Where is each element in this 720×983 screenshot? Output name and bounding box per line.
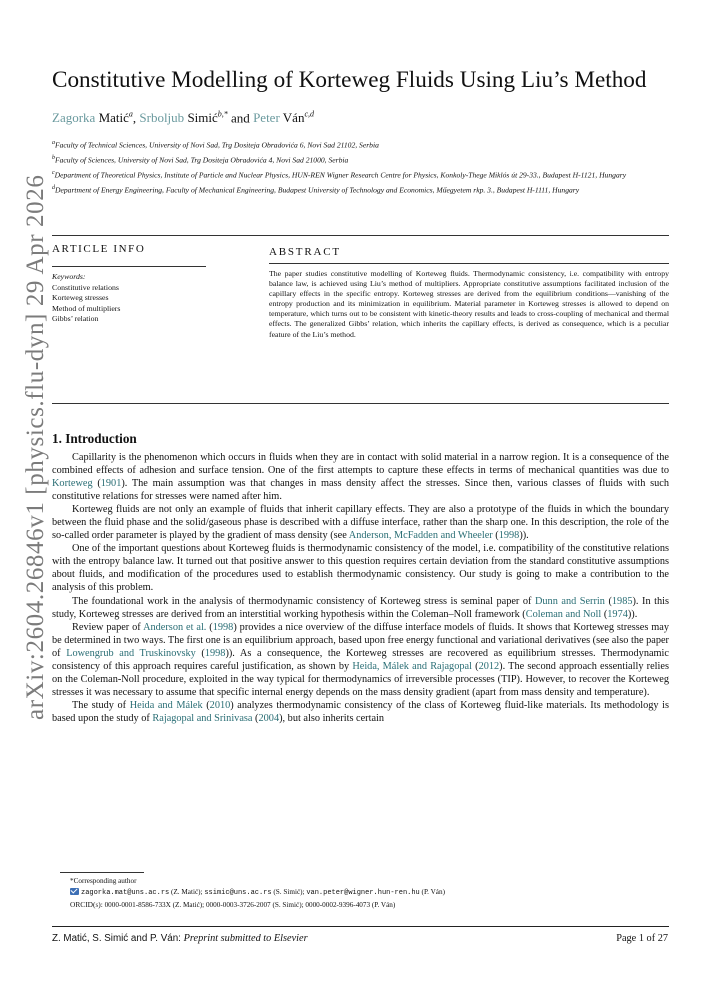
author-list: Zagorka Matić$^a$, Srboljub Simić$^{b,*}$ and Peter Ván$^{c,d}$: [52, 110, 315, 126]
paragraph-text: (: [92, 478, 101, 490]
footnote: [70, 876, 680, 912]
journal-name: Preprint submitted to Elsevier: [183, 933, 308, 944]
abstract-heading: ABSTRACT: [269, 246, 341, 258]
footer-divider: [52, 926, 669, 927]
paragraph: [52, 542, 669, 594]
orcid-ids: 0000-0001-8586-733X (Z. Matić); 0000-0003-3726-2007 (S. Simić); 0000-0002-9396-4073 (P. Ván): [102, 901, 396, 910]
article-info-underline: [52, 266, 206, 267]
page-number: Page 1 of 27: [616, 933, 668, 944]
keyword-item: Method of multipliers: [52, 303, 121, 313]
paragraph-text: (: [195, 647, 205, 659]
citation-link[interactable]: Lowengrub and Truskinovsky: [66, 647, 196, 659]
paragraph-text: )).: [519, 530, 529, 542]
header-divider: [52, 235, 669, 236]
paragraph-text: ). The main assumption was that changes in mass density affect the stresses. Since then, various classes of fluids with such constitutive relations for stresses were named after him.: [52, 478, 669, 503]
email-line: zagorka.mat@uns.ac.rs (Z. Matić); ssimic@uns.ac.rs (S. Simić); van.peter@wigner.hun-ren.hu (P. Ván): [70, 887, 680, 899]
paragraph-text: )). As a consequence, the Korteweg stresses are recovered as equilibrium stresses. Thermodynamic consistency of this approach requires careful justification, as shown by: [52, 647, 669, 672]
citation-link[interactable]: Dunn and Serrin: [534, 595, 605, 607]
affiliation-c: $^c$Department of Theoretical Physics, Institute of Particle and Nuclear Physics, HUN-REN Wigner Research Centre for Physics, Konkoly-Thege Miklós út 29-33., Budapest H-1121, Hungary: [52, 170, 627, 180]
author-3[interactable]: Peter Ván$^{c,d}$: [253, 110, 315, 126]
paragraph: [52, 621, 669, 699]
section-heading-introduction: 1. Introduction: [52, 431, 137, 446]
email-link[interactable]: ssimic@uns.ac.rs: [204, 889, 272, 898]
citation-link[interactable]: Korteweg: [52, 478, 93, 490]
orcid-label: ORCID(s):: [70, 900, 103, 910]
author-1[interactable]: Zagorka Matić$^a$: [52, 110, 133, 126]
paragraph-text: One of the important questions about Korteweg fluids is thermodynamic consistency of the model, i.e. compatibility of the constitutive relations with the entropy balance law. It turned out that positive answer to this question requires certain deviation from the standard constitutive assumptions about fluids, and modification of the procedures used to establish thermodynamic consistency. Our study is going to make a contribution to the analysis of this problem.: [52, 543, 669, 594]
article-info-heading: ARTICLE INFO: [52, 243, 146, 255]
paragraph-text: (: [604, 595, 612, 607]
affiliation-a: $^a$Faculty of Technical Sciences, University of Novi Sad, Trg Dositeja Obradovića 6, Novi Sad 21102, Serbia: [52, 140, 379, 150]
author-2[interactable]: Srboljub Simić$^{b,*}$: [139, 110, 228, 126]
mail-icon: [70, 888, 79, 895]
footnote-divider: [60, 872, 144, 873]
citation-link[interactable]: 2004: [258, 712, 280, 724]
citation-link[interactable]: Coleman and Noll: [525, 608, 602, 620]
email-link[interactable]: zagorka.mat@uns.ac.rs: [81, 889, 170, 898]
abstract-text: The paper studies constitutive modelling of Korteweg fluids. Thermodynamic consistency, i.e. compatibility with entropy balance law, is achieved using Liu’s method of multipliers. Appropriate constitutive assumptions facilitated inclusion of the capillary effects in the specific entropy. Korteweg stresses are derived from the equilibrium conditions—vanishing of the entropy production and its minimization in equilibrium. Material parameter in Korteweg stresses is allowed to depend on temperature, which turns out to be consistent with kinetic-theory results and leads to cross-coupling of mechanical and thermal effects. The generalized Gibbs’ relation, which inherits the capillary effects, is derived as consequence, which is a peculiar feature of the Liu’s method.: [269, 269, 669, 339]
abstract-divider: [52, 403, 669, 404]
paragraph-text: (: [471, 660, 479, 672]
keywords-label: Keywords:: [52, 272, 86, 281]
keyword-item: Korteweg stresses: [52, 293, 109, 302]
citation-link[interactable]: 1974: [607, 608, 628, 620]
citation-link[interactable]: 1998: [498, 530, 520, 542]
paper-title: Constitutive Modelling of Korteweg Fluids Using Liu’s Method: [52, 67, 647, 93]
footer-citation: Z. Matić, S. Simić and P. Ván: Preprint submitted to Elsevier: [52, 933, 308, 944]
citation-link[interactable]: Rajagopal and Srinivasa: [152, 712, 253, 724]
paragraph-text: Review paper of: [72, 621, 144, 633]
keywords-block: [52, 272, 252, 325]
abstract-underline: [269, 263, 669, 264]
affiliation-d: $^d$Department of Energy Engineering, Faculty of Mechanical Engineering, Budapest University of Technology and Economics, Műegyetem rkp. 3., Budapest H-1111, Hungary: [52, 185, 580, 195]
paragraph-text: The foundational work in the analysis of thermodynamic consistency of Korteweg stress is seminal paper of: [72, 595, 535, 607]
citation-link[interactable]: 1901: [100, 478, 122, 490]
orcid-line: [70, 899, 680, 911]
paragraph-text: (: [492, 530, 499, 542]
citation-link[interactable]: 2010: [209, 699, 231, 711]
keyword-item: Constitutive relations: [52, 282, 119, 292]
affiliation-b: $^b$Faculty of Sciences, University of Novi Sad, Trg Dositeja Obradovića 4, Novi Sad 21000, Serbia: [52, 155, 349, 165]
introduction-body: [52, 451, 669, 725]
paragraph-text: (: [252, 712, 259, 724]
arxiv-identifier: arXiv:2604.26846v1 [physics.flu-dyn] 29 Apr 2026: [22, 174, 49, 720]
paragraph-text: ) provides a nice overview of the diffuse interface models of fluids. It shows that Korteweg stresses may be determined in two ways. The first one is an equilibrium approach, based upon free energy functional and variational derivatives (see also the paper of: [52, 621, 669, 659]
citation-link[interactable]: 2012: [478, 660, 500, 672]
paragraph: [52, 595, 669, 621]
citation-link[interactable]: Anderson et al.: [143, 621, 207, 633]
corresponding-author-note: *Corresponding author: [70, 877, 137, 885]
paragraph: [52, 451, 669, 503]
citation-link[interactable]: 1985: [611, 595, 633, 607]
paragraph-text: ) analyzes thermodynamic consistency of the class of Korteweg fluid-like materials. Its methodology is based upon the study of: [52, 699, 669, 724]
email-link[interactable]: van.peter@wigner.hun-ren.hu: [306, 889, 420, 898]
paragraph-text: ). The second approach essentially relies on the Coleman-Noll procedure, exploited in the way typical for thermodynamics of irreversible processes (TIP). However, to recover the Korteweg stresses it was necessary to assume that specific internal energy depends on the mass density gradient (apart from mass density and temperature).: [52, 660, 669, 698]
citation-link[interactable]: Anderson, McFadden and Wheeler: [348, 530, 493, 542]
citation-link[interactable]: 1998: [204, 647, 226, 659]
affiliation-list: [52, 138, 672, 199]
paragraph-text: The study of: [72, 699, 130, 711]
paragraph-text: ). In this study, Korteweg stresses are derived from an interstitial working hypothesis within the Coleman–Noll framework (: [52, 595, 669, 620]
paragraph-text: Capillarity is the phenomenon which occurs in fluids when they are in contact with solid material in a narrow region. It is a consequence of the combined effects of adhesion and surface tension. One of the first attempts to capture these effects in terms of mechanical quantities was due to: [52, 452, 669, 477]
paragraph-text: (: [601, 608, 608, 620]
citation-link[interactable]: Heida and Málek: [129, 699, 203, 711]
paragraph-text: (: [202, 699, 210, 711]
keyword-item: Gibbs’ relation: [52, 314, 99, 323]
paragraph-text: (: [206, 621, 213, 633]
paragraph-text: ), but also inherits certain: [279, 712, 385, 724]
paragraph: [52, 699, 669, 725]
paragraph-text: )).: [627, 608, 638, 620]
paragraph-text: Korteweg fluids are not only an example of fluids that inherit capillary effects. They are also a prototype of the fluids in which the boundary between the fluid phase and the solid/gaseous phase is described with a diffuse interface, rather than the sharp one. In this description, the role of the so-called order parameter is played by the gradient of mass density (see: [52, 504, 669, 542]
paragraph: [52, 503, 669, 542]
citation-link[interactable]: 1998: [212, 621, 234, 633]
citation-link[interactable]: Heida, Málek and Rajagopal: [352, 660, 472, 672]
